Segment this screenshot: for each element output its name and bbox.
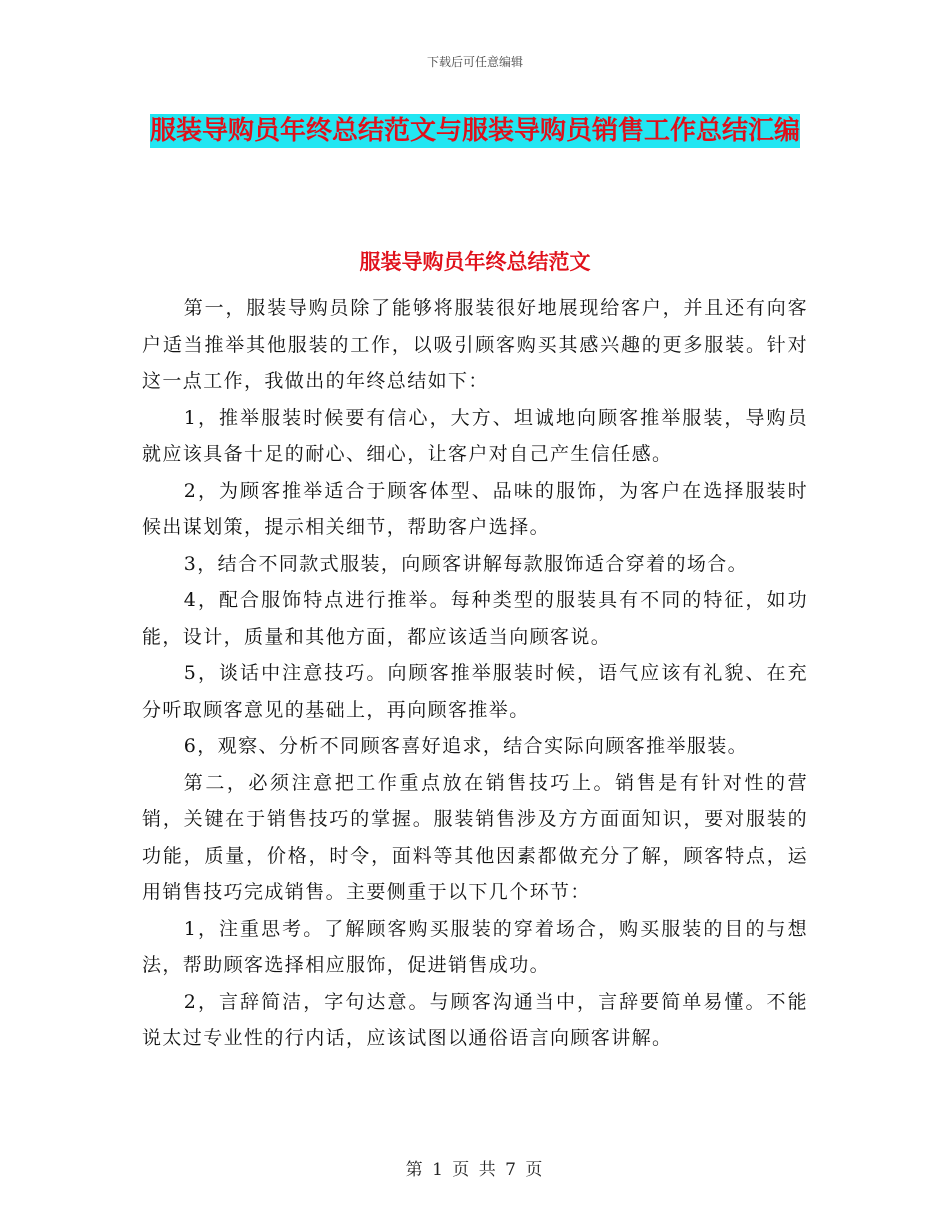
paragraph: 第二，必须注意把工作重点放在销售技巧上。销售是有针对性的营销，关键在于销售技巧的掌握。服装销售涉及方方面面知识，要对服装的功能，质量，价格，时令，面料等其他因素都做充分了解，顾客特点，运用销售技巧完成销售。主要侧重于以下几个环节： [142, 771, 808, 903]
document-body [142, 290, 808, 1057]
paragraph: 1，推举服装时候要有信心，大方、坦诚地向顾客推举服装，导购员就应该具备十足的耐心、细心，让客户对自己产生信任感。 [142, 406, 808, 465]
document-title [140, 108, 810, 154]
document-title-text: 服装导购员年终总结范文与服装导购员销售工作总结汇编 [149, 116, 800, 146]
paragraph: 6，观察、分析不同顾客喜好追求，结合实际向顾客推举服装。 [183, 735, 749, 757]
paragraph: 4，配合服饰特点进行推举。每种类型的服装具有不同的特征，如功能，设计，质量和其他方面，都应该适当向顾客说。 [142, 589, 808, 648]
page-number-footer: 第 1 页 共 7 页 [405, 1160, 545, 1180]
paragraph: 2，言辞简洁，字句达意。与顾客沟通当中，言辞要简单易懂。不能说太过专业性的行内话，应该试图以通俗语言向顾客讲解。 [142, 990, 808, 1049]
paragraph: 第一，服装导购员除了能够将服装很好地展现给客户，并且还有向客户适当推举其他服装的工作，以吸引顾客购买其感兴趣的更多服装。针对这一点工作，我做出的年终总结如下： [142, 297, 808, 392]
paragraph: 3，结合不同款式服装，向顾客讲解每款服饰适合穿着的场合。 [183, 552, 749, 575]
paragraph: 2，为顾客推举适合于顾客体型、品味的服饰，为客户在选择服装时候出谋划策，提示相关细节，帮助客户选择。 [142, 479, 808, 538]
paragraph: 5，谈话中注意技巧。向顾客推举服装时候，语气应该有礼貌、在充分听取顾客意见的基础上，再向顾客推举。 [142, 662, 808, 721]
paragraph: 1，注重思考。了解顾客购买服装的穿着场合，购买服装的目的与想法，帮助顾客选择相应服饰，促进销售成功。 [142, 917, 808, 976]
header-note: 下载后可任意编辑 [426, 55, 523, 69]
section-title: 服装导购员年终总结范文 [359, 250, 591, 274]
